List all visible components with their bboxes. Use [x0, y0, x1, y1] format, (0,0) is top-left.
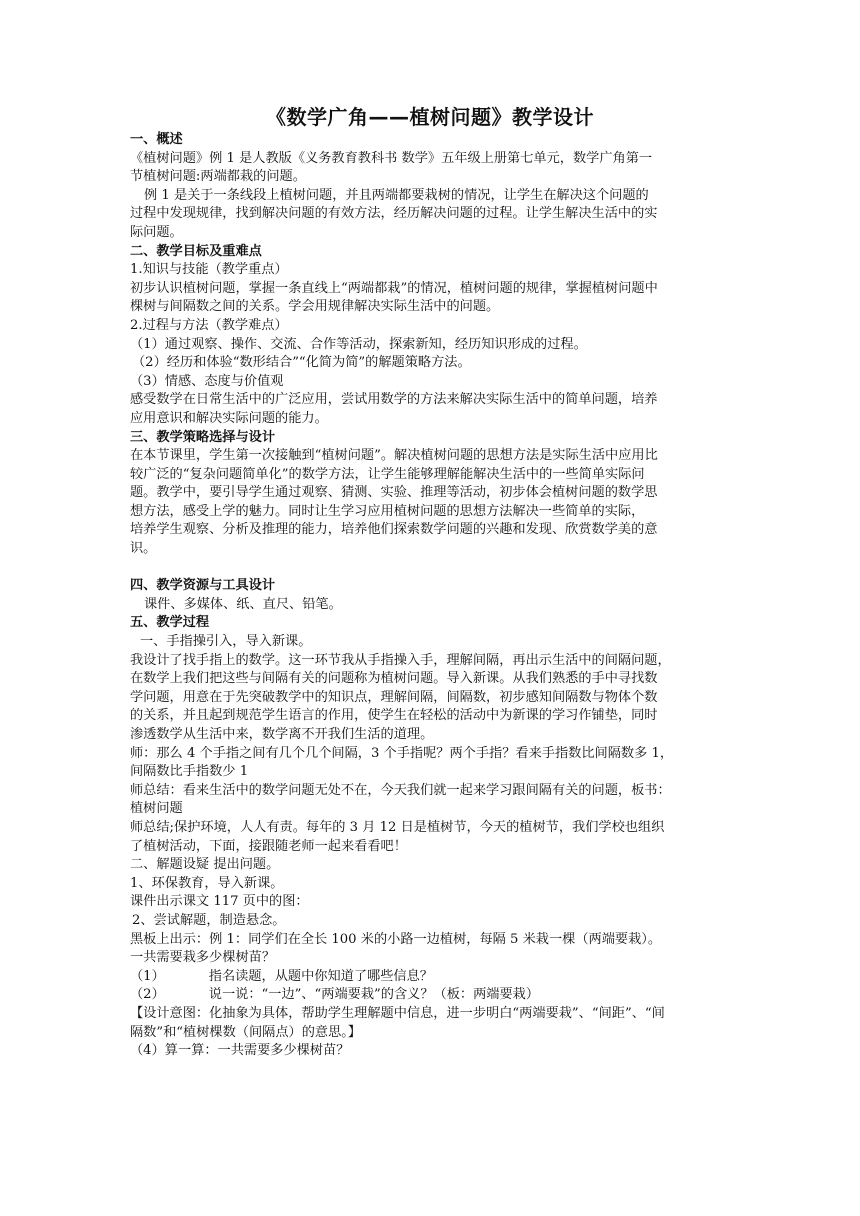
paragraph-line: 师：那么 4 个手指之间有几个几个间隔，3 个手指呢？两个手指？看来手指数比间隔数多 1， [130, 745, 674, 761]
paragraph-line: 过程中发现规律，找到解决问题的有效方法，经历解决问题的过程。让学生解决生活中的实 [130, 206, 658, 222]
section-heading-resources: 四、教学资源与工具设计 [130, 578, 276, 594]
paragraph-line: 想方法，感受上学的魅力。同时让生学习应用植树问题的思想方法解决一些简单的实际， [130, 503, 645, 519]
paragraph-line: 二、解题设疑 提出问题。 [130, 857, 280, 873]
item-number: （1） [130, 968, 165, 984]
paragraph-line: 课件、多媒体、纸、直尺、铅笔。 [144, 596, 342, 612]
item-text: 说一说：“一边”、“两端要栽”的含义？（板：两端要栽） [208, 987, 540, 1003]
paragraph-line: 间隔数比手指数少 1 [130, 764, 249, 780]
paragraph-line: 一共需要栽多少棵树苗？ [130, 950, 276, 966]
paragraph-line: 隔数”和“植树棵数（间隔点）的意思。】 [130, 1024, 362, 1040]
paragraph-line: 课件出示课文 117 页中的图： [130, 894, 309, 910]
paragraph-line: 师总结：看来生活中的数学问题无处不在，今天我们就一起来学习跟间隔有关的问题，板书： [130, 782, 671, 798]
paragraph-line: （4）算一算：一共需要多少棵树苗？ [130, 1043, 350, 1059]
blank-line [130, 559, 730, 578]
paragraph-line: （2）经历和体验“数形结合”“化简为简”的解题策略方法。 [132, 355, 471, 371]
paragraph-line: （3）情感、态度与价值观 [130, 373, 284, 389]
paragraph-line: 应用意识和解决实际问题的能力。 [130, 410, 328, 426]
paragraph-line: 1.知识与技能（教学重点） [130, 262, 288, 278]
paragraph-line: 识。 [130, 541, 157, 557]
paragraph-line: 的关系，并且起到规范学生语言的作用，使学生在轻松的活动中为新课的学习作铺垫，同时 [130, 708, 658, 724]
section-heading-process: 五、教学过程 [130, 615, 210, 631]
paragraph-line: （1）通过观察、操作、交流、合作等活动，探索新知，经历知识形成的过程。 [130, 336, 587, 352]
numbered-line [130, 968, 730, 987]
section-heading-strategy: 三、教学策略选择与设计 [130, 429, 276, 445]
paragraph-line: 学问题，用意在于先突破教学中的知识点，理解间隔，间隔数，初步感知间隔数与物体个数 [130, 689, 658, 705]
paragraph-line: 在本节课里，学生第一次接触到“植树问题”。解决植树问题的思想方法是实际生活中应用比 [130, 448, 658, 464]
document-title: 《数学广角——植树问题》教学设计 [266, 105, 594, 129]
paragraph-line: 培养学生观察、分析及推理的能力，培养他们探索数学问题的兴趣和发现、欣赏数学美的意 [130, 522, 658, 538]
paragraph-line: 在数学上我们把这些与间隔有关的问题称为植树问题。导入新课。从我们熟悉的手中寻找数 [130, 671, 658, 687]
paragraph-line: 初步认识植树问题，掌握一条直线上“两端都栽”的情况，植树问题的规律，掌握植树问题中 [130, 280, 658, 296]
section-heading-objectives: 二、教学目标及重难点 [130, 243, 262, 259]
paragraph-line: 我设计了找手指上的数学。这一环节我从手指操入手，理解间隔，再出示生活中的间隔问题， [130, 652, 671, 668]
paragraph-line: 2.过程与方法（教学难点） [130, 317, 288, 333]
item-text: 指名读题，从题中你知道了哪些信息？ [208, 968, 433, 984]
paragraph-line: 《植树问题》例 1 是人教版《义务教育教科书 数学》五年级上册第七单元，数学广角第一 [130, 150, 653, 166]
paragraph-line: 一、手指操引入，导入新课。 [140, 634, 312, 650]
paragraph-line: 植树问题 [130, 801, 183, 817]
paragraph-line: 棵树与间隔数之间的关系。学会用规律解决实际生活中的问题。 [130, 299, 500, 315]
paragraph-line: 师总结;保护环境，人人有责。每年的 3 月 12 日是植树节，今天的植树节，我们学校也组织 [130, 819, 665, 835]
paragraph-line: 题。教学中，要引导学生通过观察、猜测、实验、推理等活动，初步体会植树问题的数学思 [130, 485, 658, 501]
document-body [130, 131, 730, 1061]
paragraph-line: 节植树问题:两端都栽的问题。 [130, 169, 306, 185]
item-number: （2） [130, 987, 165, 1003]
paragraph-line: 例 1 是关于一条线段上植树问题，并且两端都要栽树的情况，让学生在解决这个问题的 [144, 187, 649, 203]
paragraph-line: 2、尝试解题，制造悬念。 [132, 912, 286, 928]
paragraph-line: 1、环保教育，导入新课。 [130, 875, 284, 891]
paragraph-line: 感受数学在日常生活中的广泛应用，尝试用数学的方法来解决实际生活中的简单问题，培养 [130, 392, 658, 408]
paragraph-line: 黑板上出示：例 1：同学们在全长 100 米的小路一边植树，每隔 5 米栽一棵（两端要栽）。 [130, 931, 662, 947]
paragraph-line: 【设计意图：化抽象为具体，帮助学生理解题中信息，进一步明白“两端要栽”、“间距”、“间 [130, 1005, 665, 1021]
paragraph-line: 际问题。 [130, 224, 183, 240]
section-heading-overview: 一、概述 [130, 132, 183, 147]
numbered-line [130, 986, 730, 1005]
paragraph-line: 了植树活动，下面，接跟随老师一起来看看吧！ [130, 838, 407, 854]
paragraph-line: 较广泛的“复杂问题简单化”的数学方法，让学生能够理解能解决生活中的一些简单实际问 [130, 466, 645, 482]
paragraph-line: 渗透数学从生活中来，数学离不开我们生活的道理。 [130, 727, 434, 742]
